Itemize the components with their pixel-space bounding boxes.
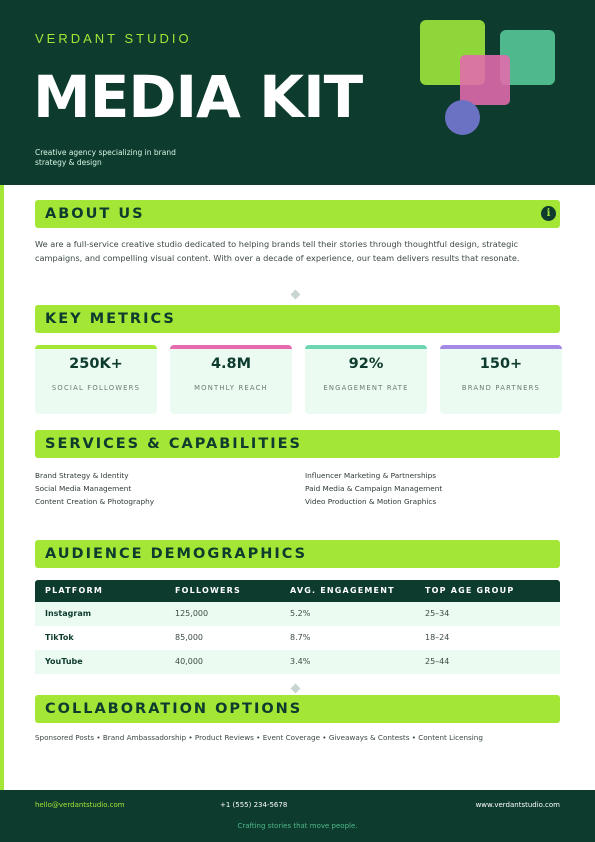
divider-diamond bbox=[291, 684, 301, 694]
metric-label: SOCIAL FOLLOWERS bbox=[51, 384, 141, 392]
metric-label: ENGAGEMENT RATE bbox=[323, 384, 409, 392]
metric-value: 4.8M bbox=[210, 356, 252, 372]
cell-platform: Instagram bbox=[45, 609, 92, 618]
section-title: AUDIENCE DEMOGRAPHICS bbox=[45, 546, 308, 562]
header-tagline: Creative agency specializing in brand strategy & design bbox=[35, 148, 176, 167]
section-header-collaboration bbox=[35, 695, 560, 723]
table-header bbox=[35, 580, 560, 602]
service-item: Social Media Management bbox=[35, 484, 132, 493]
metric-accent-line bbox=[35, 345, 157, 349]
left-accent-bar bbox=[0, 185, 4, 790]
service-item: Content Creation & Photography bbox=[35, 497, 155, 506]
cell-age-group: 25–34 bbox=[425, 609, 450, 618]
section-title: COLLABORATION OPTIONS bbox=[45, 701, 303, 717]
cell-engagement: 5.2% bbox=[290, 609, 311, 618]
cell-age-group: 18–24 bbox=[425, 633, 450, 642]
metric-card bbox=[305, 345, 427, 414]
cell-engagement: 3.4% bbox=[290, 657, 311, 666]
decorative-blue-circle bbox=[445, 100, 480, 135]
metric-value: 92% bbox=[348, 356, 384, 372]
metric-card bbox=[440, 345, 562, 414]
table-row bbox=[35, 626, 560, 650]
metric-label: MONTHLY REACH bbox=[194, 384, 268, 392]
divider-diamond bbox=[291, 290, 301, 300]
section-header-demographics bbox=[35, 540, 560, 568]
column-header-followers: FOLLOWERS bbox=[175, 586, 241, 595]
metric-card bbox=[170, 345, 292, 414]
metric-value: 250K+ bbox=[69, 356, 123, 372]
section-header-about bbox=[35, 200, 560, 228]
info-icon[interactable]: i bbox=[541, 206, 556, 221]
footer-email-link[interactable]: hello@verdantstudio.com bbox=[35, 801, 125, 809]
table-row bbox=[35, 650, 560, 674]
footer-tagline: Crafting stories that move people. bbox=[237, 822, 358, 830]
cell-engagement: 8.7% bbox=[290, 633, 311, 642]
cell-followers: 40,000 bbox=[175, 657, 203, 666]
section-header-services bbox=[35, 430, 560, 458]
metric-label: BRAND PARTNERS bbox=[461, 384, 541, 392]
section-header-metrics bbox=[35, 305, 560, 333]
service-item: Video Production & Motion Graphics bbox=[305, 497, 437, 506]
header-banner bbox=[0, 0, 595, 185]
footer bbox=[0, 790, 595, 842]
collaboration-options: Sponsored Posts • Brand Ambassadorship • Product Reviews • Event Coverage • Giveaways & Contests • Content Licensing bbox=[35, 733, 483, 742]
footer-website-link[interactable]: www.verdantstudio.com bbox=[475, 801, 560, 809]
footer-phone[interactable]: +1 (555) 234-5678 bbox=[220, 801, 288, 809]
column-header-engagement: AVG. ENGAGEMENT bbox=[290, 586, 395, 595]
page-title: MEDIA KIT bbox=[33, 63, 363, 131]
section-title: KEY METRICS bbox=[45, 311, 176, 327]
cell-followers: 125,000 bbox=[175, 609, 209, 618]
column-header-age-group: TOP AGE GROUP bbox=[425, 586, 515, 595]
metric-value: 150+ bbox=[479, 356, 523, 372]
column-header-platform: PLATFORM bbox=[45, 586, 103, 595]
service-item: Brand Strategy & Identity bbox=[35, 471, 129, 480]
table-row bbox=[35, 602, 560, 626]
about-paragraph: We are a full-service creative studio dedicated to helping brands tell their stories through thoughtful design, strategic campaigns, and compelling visual content. With over a decade of experience, our team delivers results that resonate. bbox=[35, 239, 520, 263]
metric-card bbox=[35, 345, 157, 414]
metric-accent-line bbox=[170, 345, 292, 349]
section-title: ABOUT US bbox=[45, 206, 145, 222]
decorative-pink-square bbox=[460, 55, 510, 105]
cell-platform: TikTok bbox=[45, 633, 74, 642]
cell-followers: 85,000 bbox=[175, 633, 203, 642]
cell-age-group: 25–44 bbox=[425, 657, 450, 666]
section-title: SERVICES & CAPABILITIES bbox=[45, 436, 302, 452]
metric-accent-line bbox=[440, 345, 562, 349]
studio-name: VERDANT STUDIO bbox=[35, 31, 192, 46]
metric-accent-line bbox=[305, 345, 427, 349]
cell-platform: YouTube bbox=[45, 657, 83, 666]
service-item: Influencer Marketing & Partnerships bbox=[305, 471, 437, 480]
service-item: Paid Media & Campaign Management bbox=[305, 484, 443, 493]
